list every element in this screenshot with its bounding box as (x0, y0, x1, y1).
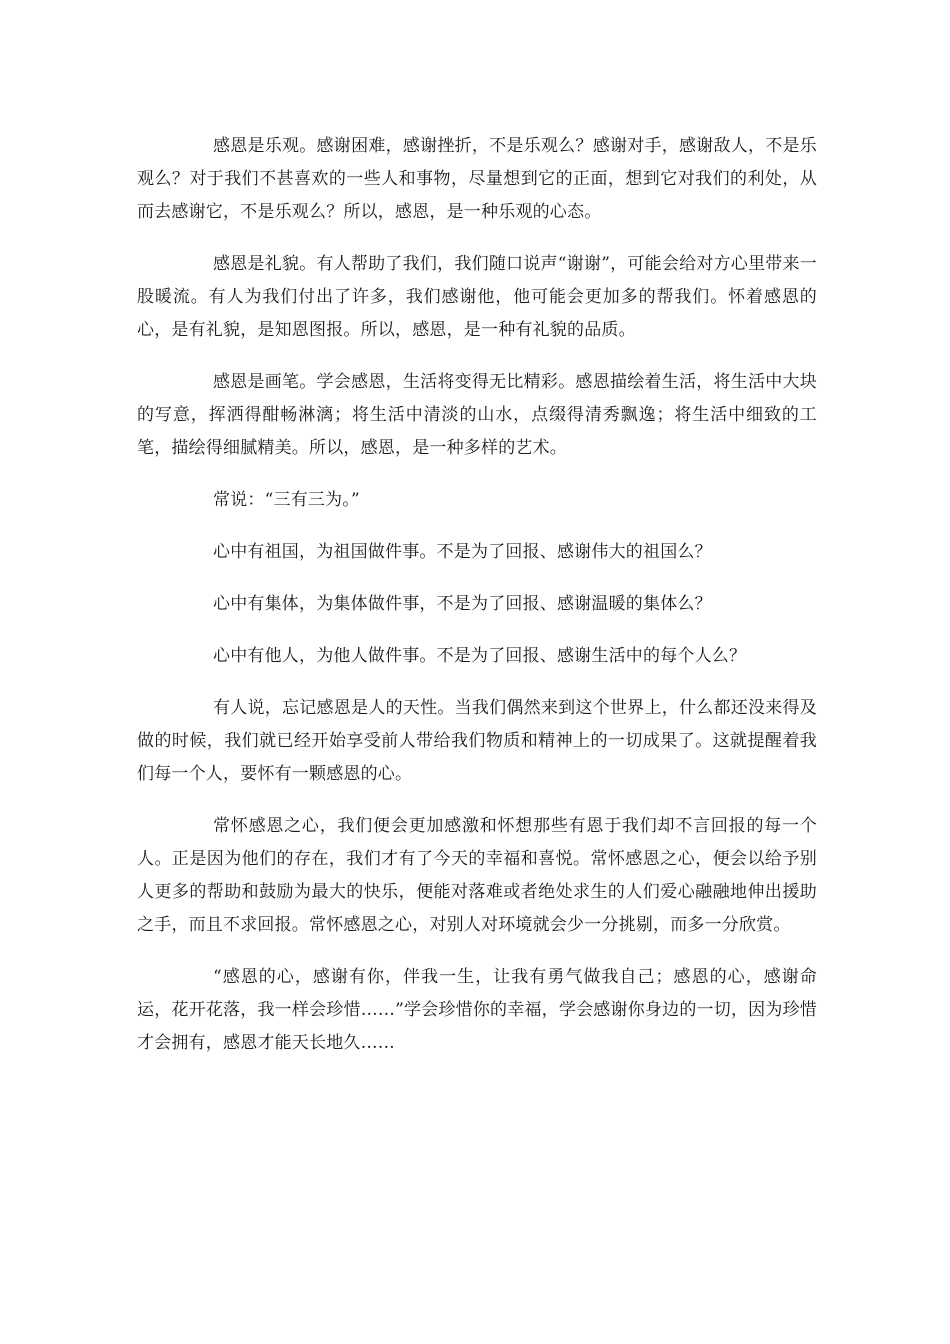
paragraph-others: 心中有他人，为他人做件事。不是为了回报、感谢生活中的每个人么？ (213, 646, 747, 666)
paragraph-saying: 常说：“三有三为。” (213, 490, 360, 510)
paragraph-song-quote: “感恩的心，感谢有你，伴我一生，让我有勇气做我自己；感恩的心，感谢命运，花开花落，我一样会珍惜……”学会珍惜你的幸福，学会感谢你身边的一切，因为珍惜才会拥有，感恩才能天长地久…… (137, 967, 817, 1053)
paragraph-grateful-heart: 常怀感恩之心，我们便会更加感激和怀想那些有恩于我们却不言回报的每一个人。正是因为他们的存在，我们才有了今天的幸福和喜悦。常怀感恩之心，便会以给予别人更多的帮助和鼓励为最大的快乐，便能对落难或者绝处求生的人们爱心融融地伸出援助之手，而且不求回报。常怀感恩之心，对别人对环境就会少一分挑剔，而多一分欣赏。 (137, 816, 817, 935)
document-body (137, 130, 817, 1079)
paragraph-paintbrush: 感恩是画笔。学会感恩，生活将变得无比精彩。感恩描绘着生活，将生活中大块的写意，挥洒得酣畅淋漓；将生活中清淡的山水，点缀得清秀飘逸；将生活中细致的工笔，描绘得细腻精美。所以，感恩，是一种多样的艺术。 (137, 372, 817, 458)
paragraph-nature: 有人说，忘记感恩是人的天性。当我们偶然来到这个世界上，什么都还没来得及做的时候，我们就已经开始享受前人带给我们物质和精神上的一切成果了。这就提醒着我们每一个人，要怀有一颗感恩的心。 (137, 698, 817, 784)
paragraph-courtesy: 感恩是礼貌。有人帮助了我们，我们随口说声“谢谢”，可能会给对方心里带来一股暖流。有人为我们付出了许多，我们感谢他，他可能会更加多的帮我们。怀着感恩的心，是有礼貌，是知恩图报。所以，感恩，是一种有礼貌的品质。 (137, 254, 817, 340)
paragraph-optimism: 感恩是乐观。感谢困难，感谢挫折，不是乐观么？感谢对手，感谢敌人，不是乐观么？对于我们不甚喜欢的一些人和事物，尽量想到它的正面，想到它对我们的利处，从而去感谢它，不是乐观么？所以，感恩，是一种乐观的心态。 (137, 136, 817, 222)
paragraph-collective: 心中有集体，为集体做件事，不是为了回报、感谢温暖的集体么？ (213, 594, 712, 614)
paragraph-motherland: 心中有祖国，为祖国做件事。不是为了回报、感谢伟大的祖国么？ (213, 542, 712, 562)
